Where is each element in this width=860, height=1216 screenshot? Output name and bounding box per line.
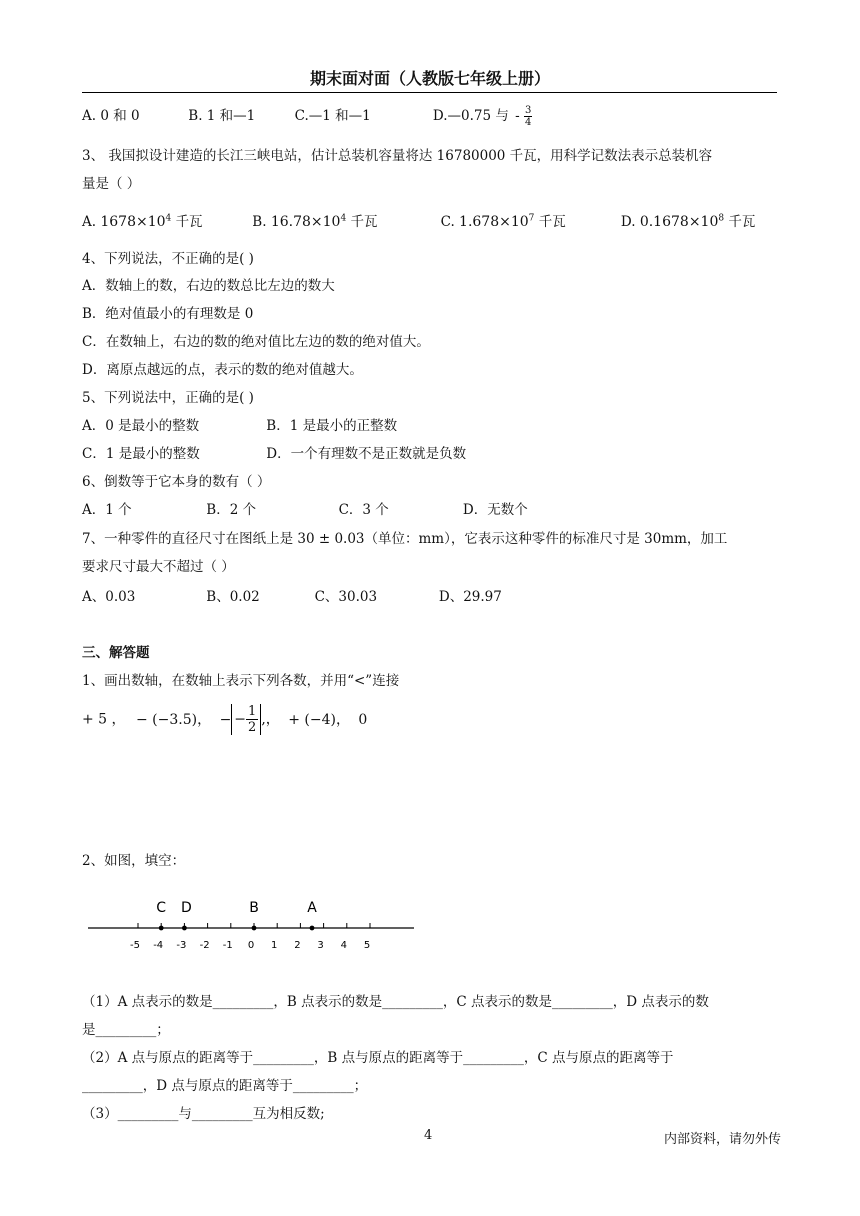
q2-option-c: C.—1 和—1 — [294, 108, 371, 124]
option-times: ×10 — [135, 214, 166, 230]
number-line-tick-label: 1 — [271, 940, 278, 951]
number-line-tick-label: -3 — [176, 940, 187, 951]
q5-stem: 5、下列说法中，正确的是( ) — [82, 390, 254, 406]
p1-term-3-minus: − — [219, 711, 232, 728]
section-title: 三、解答题 — [82, 645, 150, 661]
q2-option-d-fraction — [524, 105, 532, 128]
p1-term-3-after: ,， — [261, 711, 280, 728]
header-divider — [82, 92, 777, 93]
q7-options — [82, 585, 502, 605]
number-line-tick-label: -1 — [222, 940, 233, 951]
number-line-tick-label: 4 — [340, 940, 347, 951]
q7-stem-line1: 7、一种零件的直径尺寸在图纸上是 30 ± 0.03（单位：mm），它表示这种零件的标准尺寸是 30mm，加工 — [82, 531, 728, 547]
option-times: ×10 — [688, 214, 719, 230]
q6-option-d: D．无数个 — [462, 502, 528, 518]
p2-sub1-line1: （1）A 点表示的数是_________，B 点表示的数是_________，C 点表示的数是_________，D 点表示的数 — [82, 994, 709, 1010]
option-label: D. — [620, 214, 636, 230]
number-line-point-label: C — [156, 900, 167, 916]
q7-option-d: D、29.97 — [438, 589, 502, 605]
option-unit: 千瓦 — [728, 214, 756, 230]
q2-options — [82, 104, 532, 128]
q6-stem: 6、倒数等于它本身的数有（ ） — [82, 474, 271, 490]
q5-options-row2 — [82, 442, 466, 462]
page-title: 期末面对面（人教版七年级上册） — [309, 69, 550, 88]
number-line-point-D — [182, 926, 187, 931]
q6-options — [82, 498, 528, 518]
q4-option-b: B．绝对值最小的有理数是 0 — [82, 306, 254, 322]
q5-option-b: B．1 是最小的正整数 — [266, 418, 398, 434]
q4-option-c: C．在数轴上，右边的数的绝对值比左边的数的绝对值大。 — [82, 334, 430, 350]
q5-options-row1 — [82, 414, 397, 434]
option-exp: 4 — [340, 213, 347, 224]
option-unit: 千瓦 — [175, 214, 203, 230]
number-line-point-C — [159, 926, 164, 931]
number-line-tick-label: -2 — [199, 940, 210, 951]
p2-sub1-line2: 是_________； — [82, 1022, 170, 1038]
q4-stem: 4、下列说法，不正确的是( ) — [82, 251, 254, 267]
p1-term-2: − (−3.5)， — [136, 711, 212, 728]
option-times: ×10 — [499, 214, 529, 230]
q6-option-c: C．3 个 — [338, 502, 389, 518]
option-label: B. — [252, 214, 267, 230]
number-line-point-A — [310, 926, 315, 931]
option-exp: 4 — [165, 213, 172, 224]
number-line-tick-label: 0 — [247, 940, 255, 951]
number-line-figure — [84, 892, 420, 962]
number-line-tick-label: 3 — [317, 940, 324, 951]
option-exp: 8 — [718, 213, 725, 224]
q3-stem-line2: 量是（ ） — [82, 176, 141, 192]
q5-option-d: D．一个有理数不是正数就是负数 — [266, 446, 467, 462]
q5-option-c: C．1 是最小的整数 — [82, 446, 200, 462]
option-coef: 1.678 — [459, 214, 500, 230]
q6-option-b: B．2 个 — [206, 502, 257, 518]
p1-term-3-fraction — [246, 704, 258, 735]
absolute-value — [231, 704, 261, 735]
p2-sub2-line1: （2）A 点与原点的距离等于_________，B 点与原点的距离等于_________，C 点与原点的距离等于 — [82, 1050, 674, 1066]
number-line-tick-label: -4 — [153, 940, 164, 951]
p2-sub2-line2: _________，D 点与原点的距离等于_________； — [82, 1078, 368, 1094]
q7-option-b: B、0.02 — [206, 589, 260, 605]
number-line-point-label: B — [249, 900, 259, 916]
q7-stem-line2: 要求尺寸最大不超过（ ） — [82, 559, 235, 575]
q3-option-c — [441, 210, 617, 230]
q3-option-b — [252, 210, 436, 230]
p2-stem: 2、如图，填空： — [82, 853, 186, 869]
p1-term-3-inner-minus: − — [234, 711, 247, 728]
q2-option-d-prefix: D.—0.75 与 — [432, 108, 509, 124]
p1-term-1: + 5 ， — [82, 711, 126, 728]
p1-term-5: 0 — [358, 711, 368, 728]
number-line-points — [156, 900, 317, 930]
p2-sub3-line1: （3）_________与_________互为相反数; — [82, 1106, 325, 1122]
option-coef: 1678 — [100, 214, 136, 230]
q6-option-a: A．1 个 — [82, 502, 132, 518]
option-label: A. — [82, 214, 97, 230]
option-times: ×10 — [310, 214, 341, 230]
number-line-ticks — [130, 923, 370, 951]
number-line-point-label: A — [307, 900, 317, 916]
q3-option-a — [82, 210, 248, 230]
number-line-tick-label: 2 — [294, 940, 301, 951]
page-number: 4 — [424, 1128, 433, 1143]
q3-stem-line1: 3、 我国拟设计建造的长江三峡电站，估计总装机容量将达 16780000 千瓦，用科学记数法表示总装机容 — [82, 148, 713, 164]
q3-option-d — [621, 210, 756, 230]
p1-term-4: + (−4)， — [288, 711, 350, 728]
fraction-numerator: 3 — [525, 105, 532, 116]
q4-option-d: D．离原点越远的点，表示的数的绝对值越大。 — [82, 362, 363, 378]
option-exp: 7 — [528, 213, 535, 224]
option-unit: 千瓦 — [538, 214, 566, 230]
p1-numbers — [82, 704, 367, 735]
option-coef: 0.1678 — [639, 214, 689, 230]
fraction-numerator: 1 — [248, 704, 257, 719]
number-line-tick-label: 5 — [363, 940, 371, 951]
option-coef: 16.78 — [270, 214, 311, 230]
q2-option-b: B. 1 和—1 — [188, 108, 256, 124]
footer-note: 内部资料，请勿外传 — [664, 1132, 782, 1147]
option-label: C. — [440, 214, 455, 230]
fraction-denominator: 2 — [248, 720, 257, 735]
number-line-tick-label: -5 — [130, 940, 140, 951]
number-line-point-label: D — [181, 900, 192, 916]
q2-option-a: A. 0 和 0 — [82, 108, 140, 124]
option-unit: 千瓦 — [350, 214, 378, 230]
q5-option-a: A．0 是最小的整数 — [82, 418, 200, 434]
p1-stem: 1、画出数轴，在数轴上表示下列各数，并用“<”连接 — [82, 673, 400, 689]
q2-option-d-sign: - — [515, 108, 520, 124]
q3-options — [82, 210, 755, 230]
fraction-denominator: 4 — [525, 117, 532, 128]
number-line-point-B — [252, 926, 257, 931]
q2-option-d — [433, 104, 533, 128]
q7-option-c: C、30.03 — [314, 589, 378, 605]
q4-option-a: A．数轴上的数，右边的数总比左边的数大 — [82, 278, 335, 294]
q7-option-a: A、0.03 — [82, 589, 136, 605]
